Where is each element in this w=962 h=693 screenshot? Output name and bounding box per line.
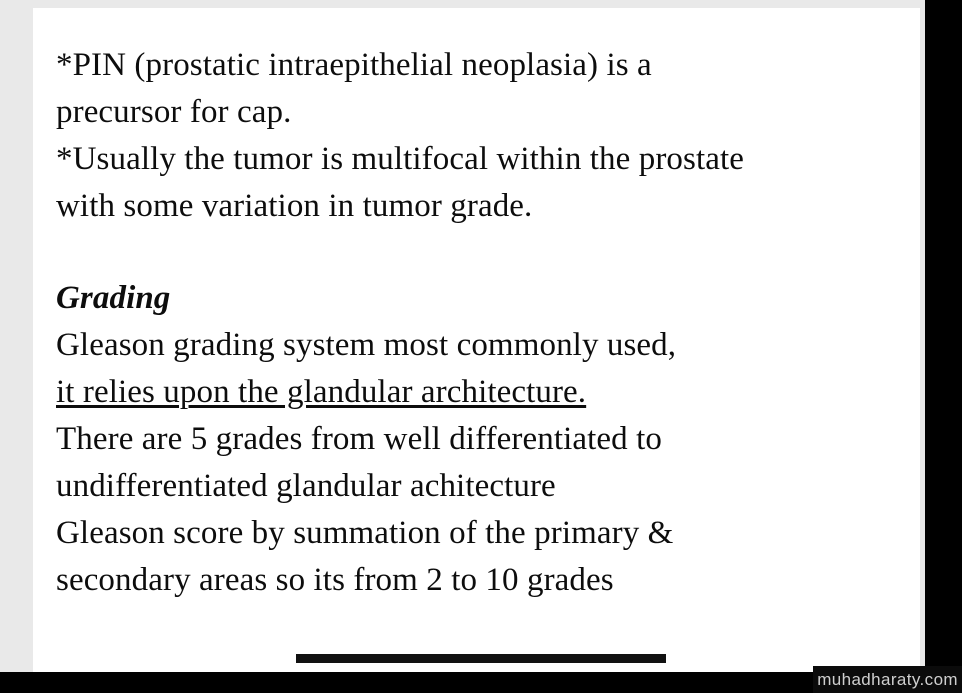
slide-text-block: [56, 42, 901, 604]
slide-line: *Usually the tumor is multifocal within the prostate: [56, 141, 744, 177]
slide-bottom-rule: [296, 654, 666, 663]
slide-line: Gleason score by summation of the primary &: [56, 515, 674, 551]
slide-line: secondary areas so its from 2 to 10 grades: [56, 562, 614, 598]
slide-line: *PIN (prostatic intraepithelial neoplasia) is a: [56, 47, 652, 83]
slide-line: precursor for cap.: [56, 94, 292, 130]
slide-line: Gleason grading system most commonly used,: [56, 327, 677, 363]
slide-heading-grading: Grading: [56, 280, 171, 316]
slide-line: There are 5 grades from well differentiated to: [56, 421, 662, 457]
slide-line-underlined: it relies upon the glandular architecture.: [56, 374, 587, 410]
watermark-label: muhadharaty.com: [813, 666, 962, 693]
slide-line: undifferentiated glandular achitecture: [56, 468, 556, 504]
slide-line: with some variation in tumor grade.: [56, 188, 533, 224]
slide-canvas: [33, 8, 920, 672]
slide-line-spacer: [56, 230, 901, 275]
